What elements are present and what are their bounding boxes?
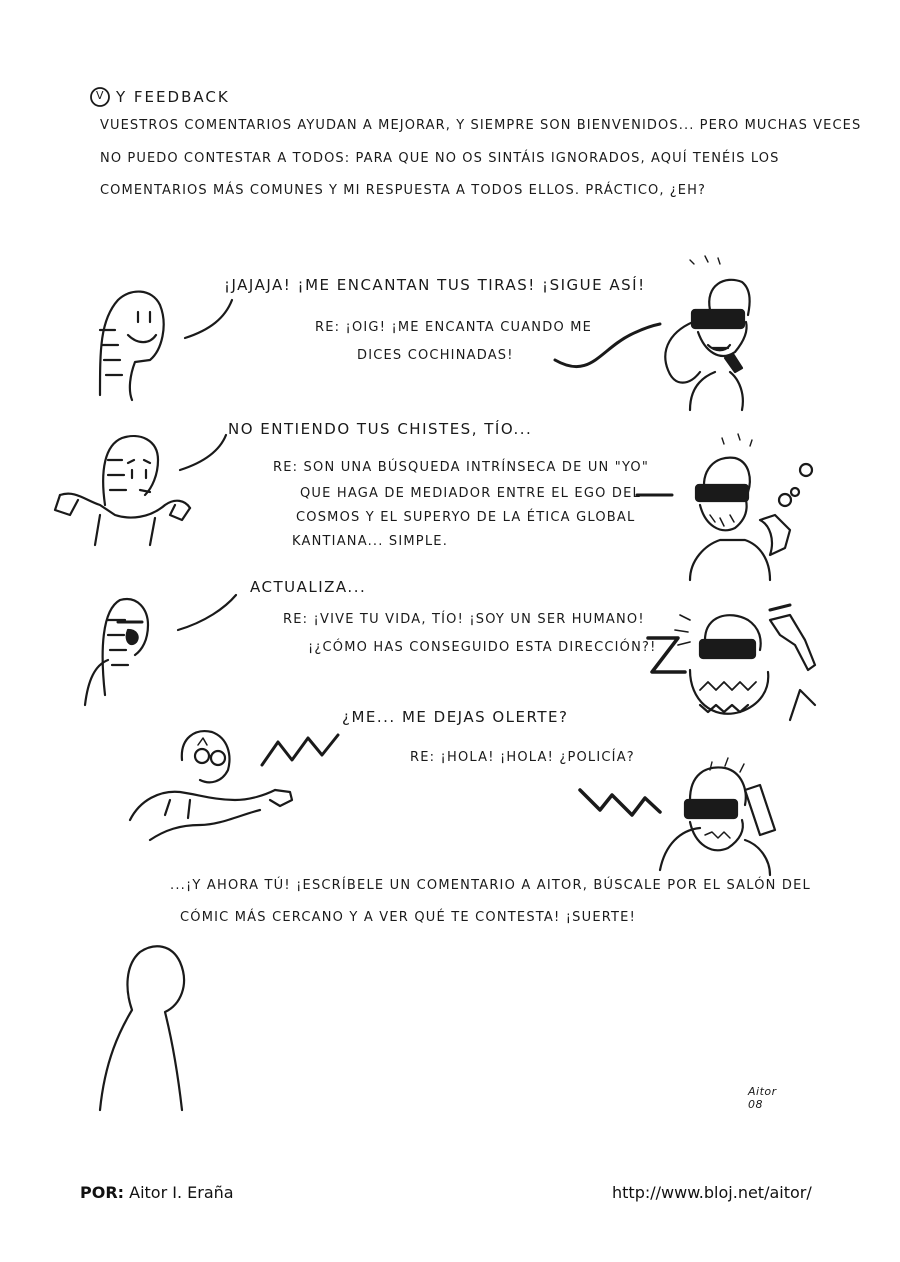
- footer-url[interactable]: http://www.bloj.net/aitor/: [612, 1183, 812, 1202]
- author-reply-2-line-3: COSMOS Y EL SUPERYO DE LA ÉTICA GLOBAL: [296, 510, 636, 525]
- footer-credit: [80, 1183, 234, 1202]
- speech-line-author-4: [580, 790, 660, 815]
- intro-line-3: COMENTARIOS MÁS COMUNES Y MI RESPUESTA A TODOS ELLOS. PRÁCTICO, ¿EH?: [100, 183, 706, 198]
- speech-line-fan-3: [178, 595, 236, 630]
- fan-comment-4: ¿ME... ME DEJAS OLERTE?: [342, 708, 569, 726]
- fan-comment-3: ACTUALIZA...: [250, 578, 367, 596]
- artist-signature: Aitor 08: [748, 1085, 777, 1111]
- author-reply-1-line-1: RE: ¡OIG! ¡ME ENCANTA CUANDO ME: [315, 320, 593, 335]
- footer-by-label: POR:: [80, 1183, 125, 1202]
- section-marker-letter: V: [96, 89, 104, 102]
- author-reply-2-line-2: QUE HAGA DE MEDIADOR ENTRE EL EGO DEL: [300, 486, 641, 501]
- silhouette-figure: [100, 946, 184, 1110]
- author-reply-4-line-1: RE: ¡HOLA! ¡HOLA! ¿POLICÍA?: [410, 750, 635, 765]
- section-title: Y FEEDBACK: [116, 88, 230, 106]
- outro-line-2: CÓMIC MÁS CERCANO Y A VER QUÉ TE CONTESTA! ¡SUERTE!: [180, 910, 637, 925]
- author-reply-1-line-2: DICES COCHINADAS!: [357, 348, 514, 363]
- fan-figure-shocked: [85, 599, 148, 705]
- author-figure-4: [660, 758, 775, 875]
- speech-line-fan-4: [262, 735, 338, 765]
- author-reply-2-line-4: KANTIANA... SIMPLE.: [292, 534, 449, 549]
- fan-figure-confused: [55, 436, 190, 545]
- footer-author: Aitor I. Eraña: [129, 1183, 234, 1202]
- fan-figure-happy: [100, 292, 164, 400]
- intro-line-1: VUESTROS COMENTARIOS AYUDAN A MEJORAR, Y SIEMPRE SON BIENVENIDOS... PERO MUCHAS VECES: [100, 118, 862, 133]
- outro-line-1: ...¡Y AHORA TÚ! ¡ESCRÍBELE UN COMENTARIO A AITOR, BÚSCALE POR EL SALÓN DEL: [170, 878, 811, 893]
- author-reply-2-line-1: RE: SON UNA BÚSQUEDA INTRÍNSECA DE UN "YO": [273, 460, 650, 475]
- speech-line-fan-2: [180, 435, 226, 470]
- fan-comment-2: NO ENTIENDO TUS CHISTES, TÍO...: [228, 420, 533, 438]
- author-figure-1: [665, 256, 749, 410]
- fan-figure-sniffing: [130, 731, 292, 840]
- author-reply-3-line-1: RE: ¡VIVE TU VIDA, TÍO! ¡SOY UN SER HUMANO!: [283, 612, 645, 627]
- author-reply-3-line-2: ¡¿CÓMO HAS CONSEGUIDO ESTA DIRECCIÓN?!: [308, 640, 657, 655]
- author-figure-3: [675, 605, 815, 720]
- speech-line-fan-1: [185, 300, 232, 338]
- intro-line-2: NO PUEDO CONTESTAR A TODOS: PARA QUE NO OS SINTÁIS IGNORADOS, AQUÍ TENÉIS LOS: [100, 151, 780, 166]
- author-figure-2: [690, 434, 812, 580]
- fan-comment-1: ¡JAJAJA! ¡ME ENCANTAN TUS TIRAS! ¡SIGUE ASÍ!: [224, 276, 646, 294]
